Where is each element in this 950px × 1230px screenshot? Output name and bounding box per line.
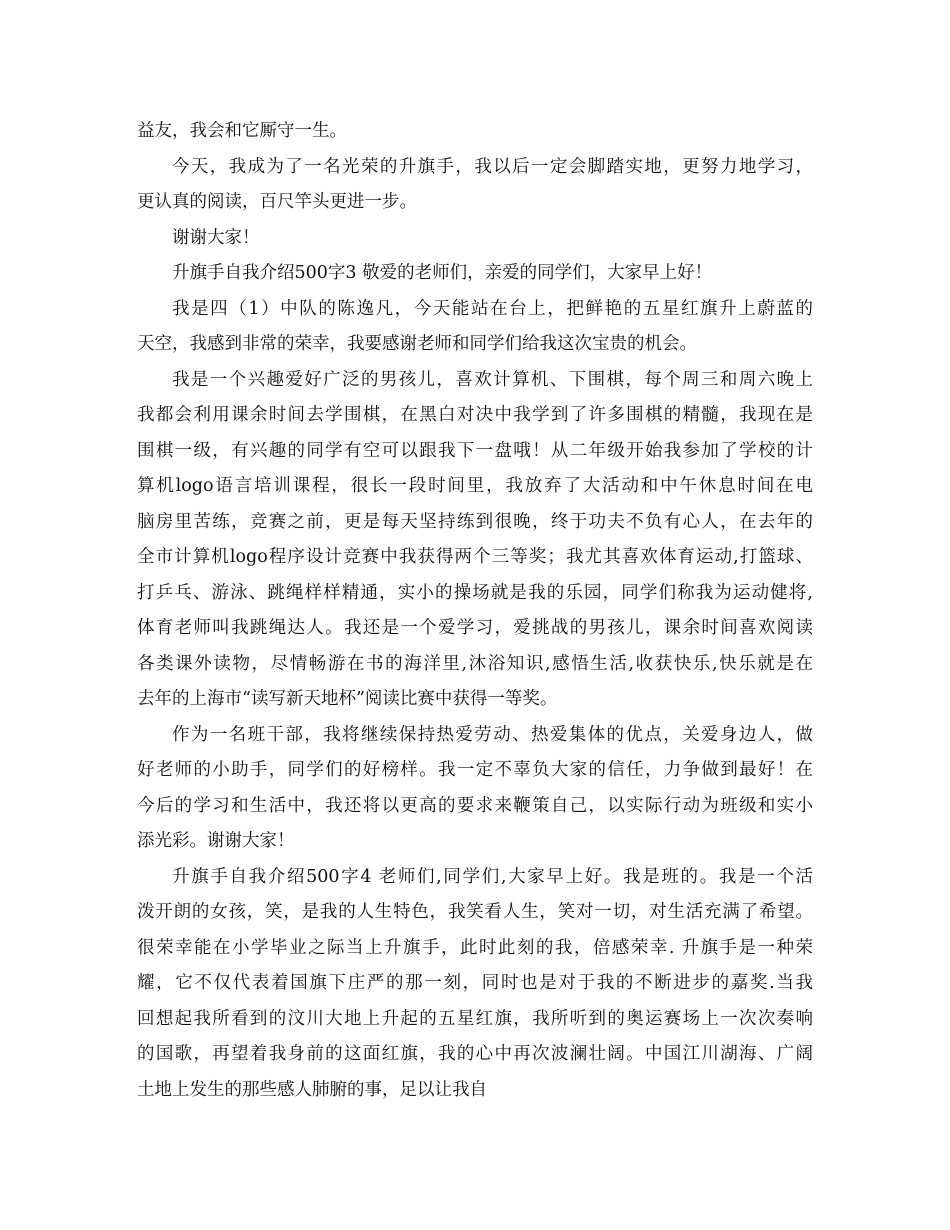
text-line: 天空，我感到非常的荣幸，我要感谢老师和同学们给我这次宝贵的机会。 bbox=[137, 334, 697, 354]
text-line: 全市计算机logo程序设计竞赛中我获得两个三等奖；我尤其喜欢体育运动,打篮球、 bbox=[137, 547, 813, 567]
text-line: 各类课外读物，尽情畅游在书的海洋里,沐浴知识,感悟生活,收获快乐,快乐就是在 bbox=[137, 653, 813, 674]
text-line: 脑房里苦练，竞赛之前，更是每天坚持练到很晚，终于功夫不负有心人，在去年的 bbox=[137, 511, 813, 532]
text-line: 的国歌，再望着我身前的这面红旗，我的心中再次波澜壮阔。中国江川湖海、广阔 bbox=[137, 1044, 813, 1064]
text-line: 好老师的小助手，同学们的好榜样。我一定不辜负大家的信任，力争做到最好！在 bbox=[137, 760, 813, 780]
text-line: 今后的学习和生活中，我还将以更高的要求来鞭策自己，以实际行动为班级和实小 bbox=[137, 795, 813, 816]
text-line: 我都会利用课余时间去学围棋，在黑白对决中我学到了许多围棋的精髓，我现在是 bbox=[137, 405, 813, 425]
text-line: 益友，我会和它厮守一生。 bbox=[137, 121, 347, 141]
text-line: 我是四（1）中队的陈逸凡，今天能站在台上，把鲜艳的五星红旗升上蔚蓝的 bbox=[172, 298, 813, 319]
text-line: 打乒乓、游泳、跳绳样样精通，实小的操场就是我的乐园，同学们称我为运动健将, bbox=[137, 582, 813, 603]
text-line: 升旗手自我介绍500字4 老师们,同学们,大家早上好。我是班的。我是一个活 bbox=[172, 866, 813, 887]
text-line: 土地上发生的那些感人肺腑的事，足以让我自 bbox=[137, 1079, 487, 1100]
text-line: 更认真的阅读，百尺竿头更进一步。 bbox=[137, 192, 417, 212]
text-line: 升旗手自我介绍500字3 敬爱的老师们，亲爱的同学们，大家早上好！ bbox=[172, 263, 713, 283]
text-line: 算机logo语言培训课程，很长一段时间里，我放弃了大活动和中午休息时间在电 bbox=[137, 476, 813, 496]
text-line: 谢谢大家！ bbox=[172, 227, 260, 248]
text-line: 去年的上海市“读写新天地杯”阅读比赛中获得一等奖。 bbox=[137, 689, 558, 709]
text-line: 我是一个兴趣爱好广泛的男孩儿，喜欢计算机、下围棋，每个周三和周六晚上 bbox=[172, 369, 813, 390]
text-line: 体育老师叫我跳绳达人。我还是一个爱学习，爱挑战的男孩儿，课余时间喜欢阅读 bbox=[137, 618, 813, 638]
text-line: 耀，它不仅代表着国旗下庄严的那一刻，同时也是对于我的不断进步的嘉奖.当我 bbox=[137, 973, 813, 993]
text-line: 泼开朗的女孩，笑，是我的人生特色，我笑看人生，笑对一切，对生活充满了希望。 bbox=[137, 902, 813, 922]
text-line: 很荣幸能在小学毕业之际当上升旗手，此时此刻的我，倍感荣幸. 升旗手是一种荣 bbox=[137, 937, 813, 958]
text-line: 回想起我所看到的汶川大地上升起的五星红旗，我所听到的奥运赛场上一次次奏响 bbox=[137, 1008, 813, 1029]
text-line: 今天，我成为了一名光荣的升旗手，我以后一定会脚踏实地，更努力地学习， bbox=[172, 156, 813, 177]
text-line: 添光彩。谢谢大家！ bbox=[137, 831, 295, 851]
text-line: 作为一名班干部，我将继续保持热爱劳动、热爱集体的优点，关爱身边人，做 bbox=[172, 724, 813, 745]
document-body bbox=[137, 114, 813, 1108]
text-line: 围棋一级，有兴趣的同学有空可以跟我下一盘哦！从二年级开始我参加了学校的计 bbox=[137, 440, 813, 461]
